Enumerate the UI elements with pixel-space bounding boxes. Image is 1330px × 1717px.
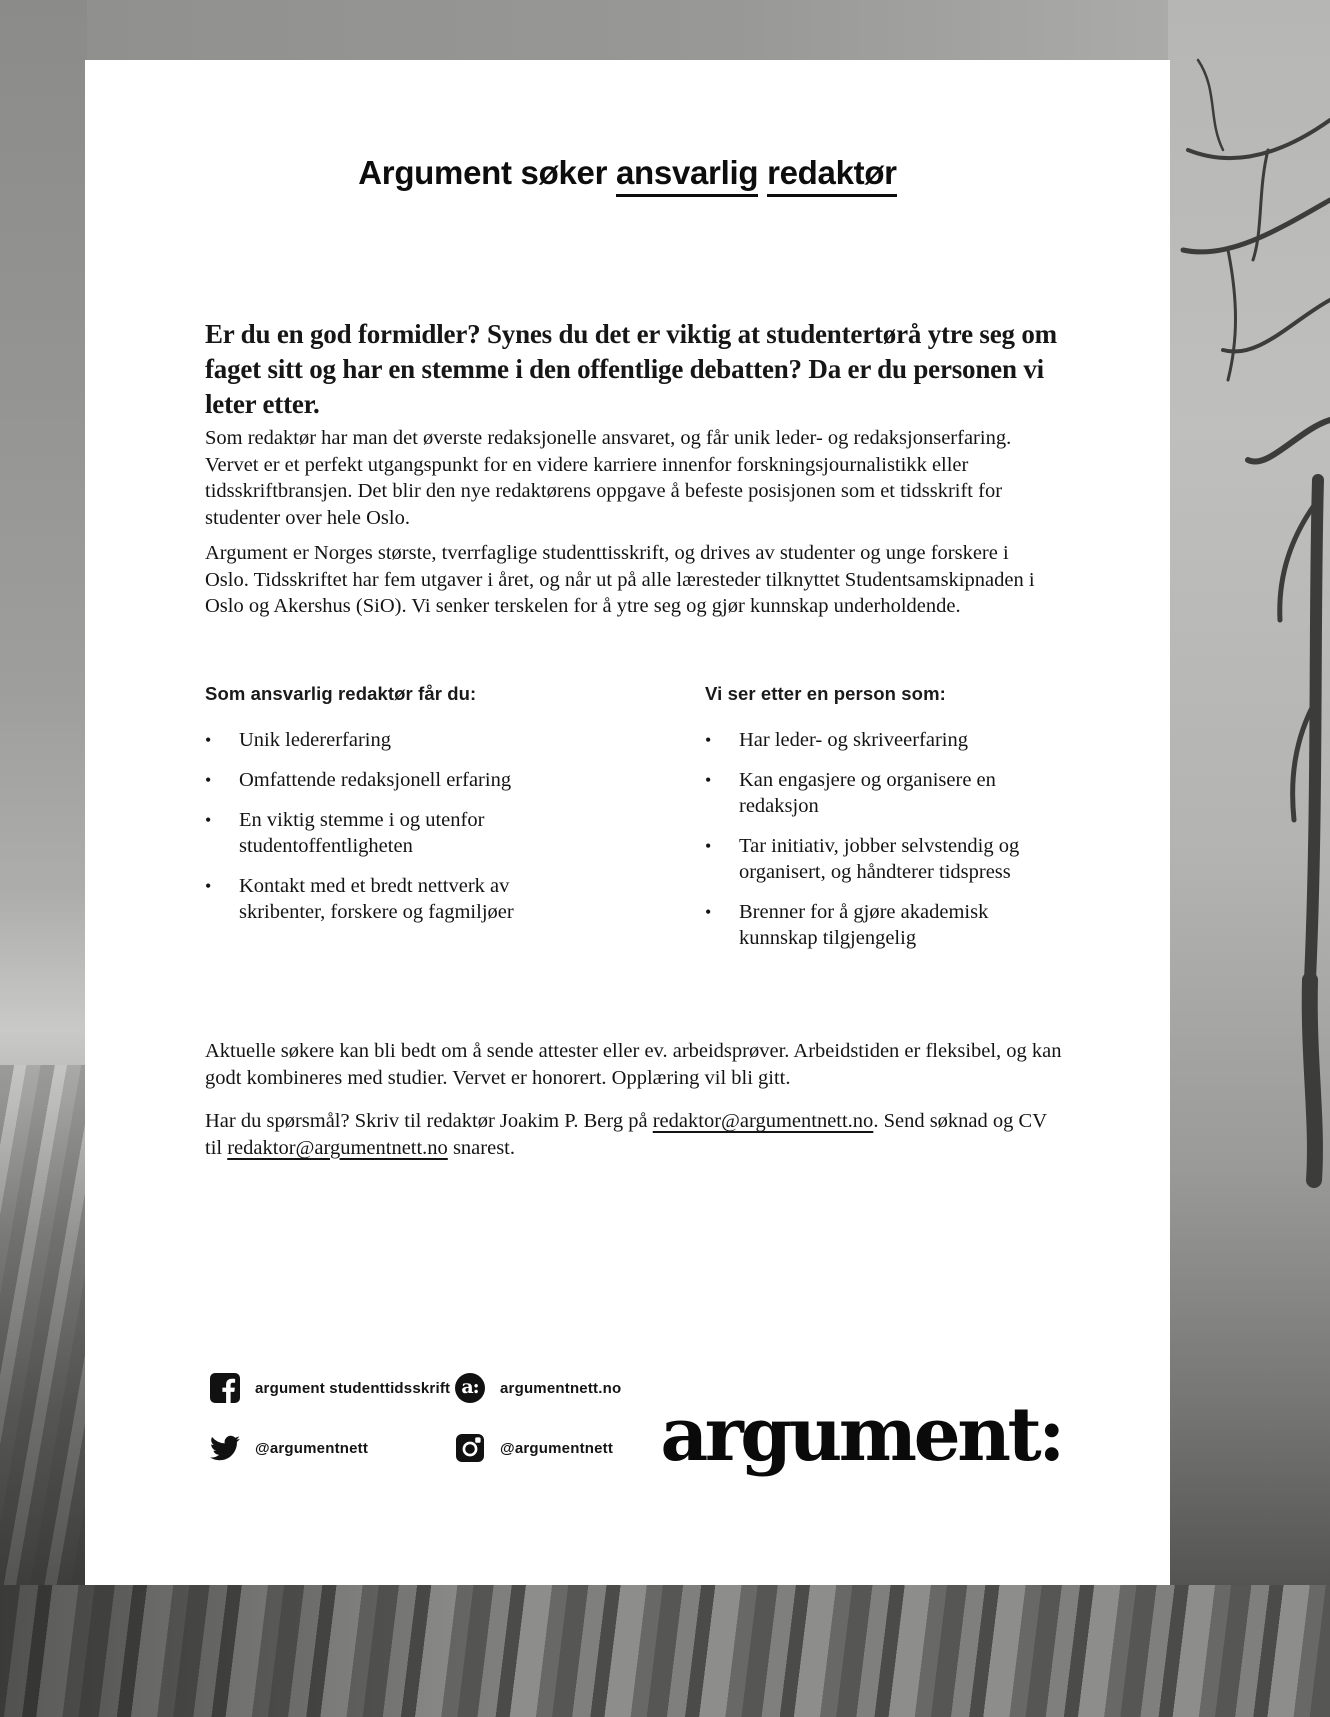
contact-text-1: Har du spørsmål? Skriv til redaktør Joakim P. Berg på: [205, 1110, 653, 1132]
benefits-list: [205, 727, 565, 925]
page-title: [85, 152, 1170, 193]
list-item: [705, 727, 1065, 753]
bullet-icon: [205, 873, 239, 925]
intro-section: [205, 425, 1057, 629]
background-trees-strip: [1168, 0, 1330, 1717]
requirements-section: [705, 682, 1065, 965]
list-item: [205, 767, 565, 793]
list-item: [705, 767, 1065, 819]
bullet-icon: [705, 727, 739, 753]
headline-underlined-redaktor: redaktør: [767, 154, 897, 197]
list-item-text: Brenner for å gjøre akademisk kunnskap tilgjengelig: [739, 901, 989, 949]
facebook-link[interactable]: [210, 1373, 455, 1403]
background-sky-band: [0, 0, 1330, 62]
poster-card: [85, 60, 1170, 1585]
bullet-icon: [705, 767, 739, 819]
list-item-text: Kontakt med et bredt nettverk av skribenter, forskere og fagmiljøer: [239, 875, 514, 923]
headline-underlined-ansvarlig: ansvarlig: [616, 154, 758, 197]
email-link-1[interactable]: redaktor@argumentnett.no: [652, 1110, 874, 1132]
facebook-label: argument studenttidsskrift: [255, 1379, 451, 1397]
bullet-icon: [705, 899, 739, 951]
closing-section: [205, 1038, 1067, 1161]
bullet-icon: [205, 807, 239, 859]
bullet-icon: [705, 833, 739, 885]
contact-paragraph: [205, 1108, 1067, 1161]
headline-prefix: Argument søker: [358, 154, 608, 192]
twitter-link[interactable]: [210, 1433, 455, 1463]
list-item-text: Tar initiativ, jobber selvstendig og organisert, og håndterer tidspress: [739, 835, 1020, 883]
instagram-label: @argumentnett: [500, 1439, 614, 1457]
list-item: [705, 833, 1065, 885]
email-link-2[interactable]: redaktor@argumentnett.no: [227, 1136, 448, 1159]
list-item: [205, 727, 565, 753]
list-item-text: Har leder- og skriveerfaring: [739, 729, 968, 751]
benefits-section: [205, 682, 565, 939]
instagram-link[interactable]: [455, 1433, 621, 1463]
list-item-text: Unik ledererfaring: [239, 729, 391, 751]
bullet-icon: [205, 727, 239, 753]
contact-text-2: . Send søknad og CV til: [205, 1110, 1047, 1159]
argument-mark-glyph: a:: [461, 1375, 479, 1398]
list-item-text: Omfattende redaksjonell erfaring: [239, 769, 512, 791]
tree-branches-illustration: [1168, 0, 1330, 1717]
instagram-icon: [455, 1433, 485, 1463]
benefits-header: Som ansvarlig redaktør får du:: [205, 683, 477, 704]
website-label: argumentnett.no: [500, 1379, 622, 1397]
twitter-icon: [210, 1433, 240, 1463]
social-links: [210, 1373, 621, 1463]
contact-text-3: snarest.: [447, 1136, 515, 1159]
intro-paragraph-2: Argument er Norges største, tverrfaglige studenttisskrift, og drives av studenter og unge forskere i Oslo. Tidsskriftet har fem utgaver i året, og når ut på alle læresteder tilknyttet Studentsamskipnaden i Oslo og Akershus (SiO). Vi senker terskelen for å ytre seg og gjør kunnskap underholdende.: [205, 542, 1035, 617]
background-field-strip: [0, 0, 87, 1717]
background-road-band: [0, 1585, 1330, 1717]
twitter-label: @argumentnett: [255, 1439, 369, 1457]
requirements-header: Vi ser etter en person som:: [705, 683, 946, 704]
bullet-icon: [205, 767, 239, 793]
facebook-icon: [210, 1373, 240, 1403]
list-item: [705, 899, 1065, 951]
list-item-text: Kan engasjere og organisere en redaksjon: [739, 769, 996, 817]
list-item: [205, 807, 565, 859]
website-link[interactable]: [455, 1373, 621, 1403]
list-item: [205, 873, 565, 925]
practical-info-paragraph: Aktuelle søkere kan bli bedt om å sende attester eller ev. arbeidsprøver. Arbeidstiden er fleksibel, og kan godt kombineres med studier. Vervet er honorert. Opplæring vil bli gitt.: [205, 1040, 1062, 1089]
intro-paragraph-1: Som redaktør har man det øverste redaksjonelle ansvaret, og får unik leder- og redaksjonserfaring. Vervet er et perfekt utgangspunkt for en videre karriere innenfor forskningsjournalistikk eller tidsskriftbransjen. Det blir den nye redaktørens oppgave å befeste posisjonen som et tidsskrift for studenter over hele Oslo.: [205, 427, 1012, 529]
lead-paragraph: Er du en god formidler? Synes du det er viktig at studentertørå ytre seg om faget sitt og har en stemme i den offentlige debatten? Da er du personen vi leter etter.: [205, 319, 1057, 419]
argument-wordmark-logo: argument:: [660, 1392, 1062, 1478]
argument-mark-icon: [455, 1373, 485, 1403]
requirements-list: [705, 727, 1065, 951]
list-item-text: En viktig stemme i og utenfor studentoffentligheten: [239, 809, 485, 857]
